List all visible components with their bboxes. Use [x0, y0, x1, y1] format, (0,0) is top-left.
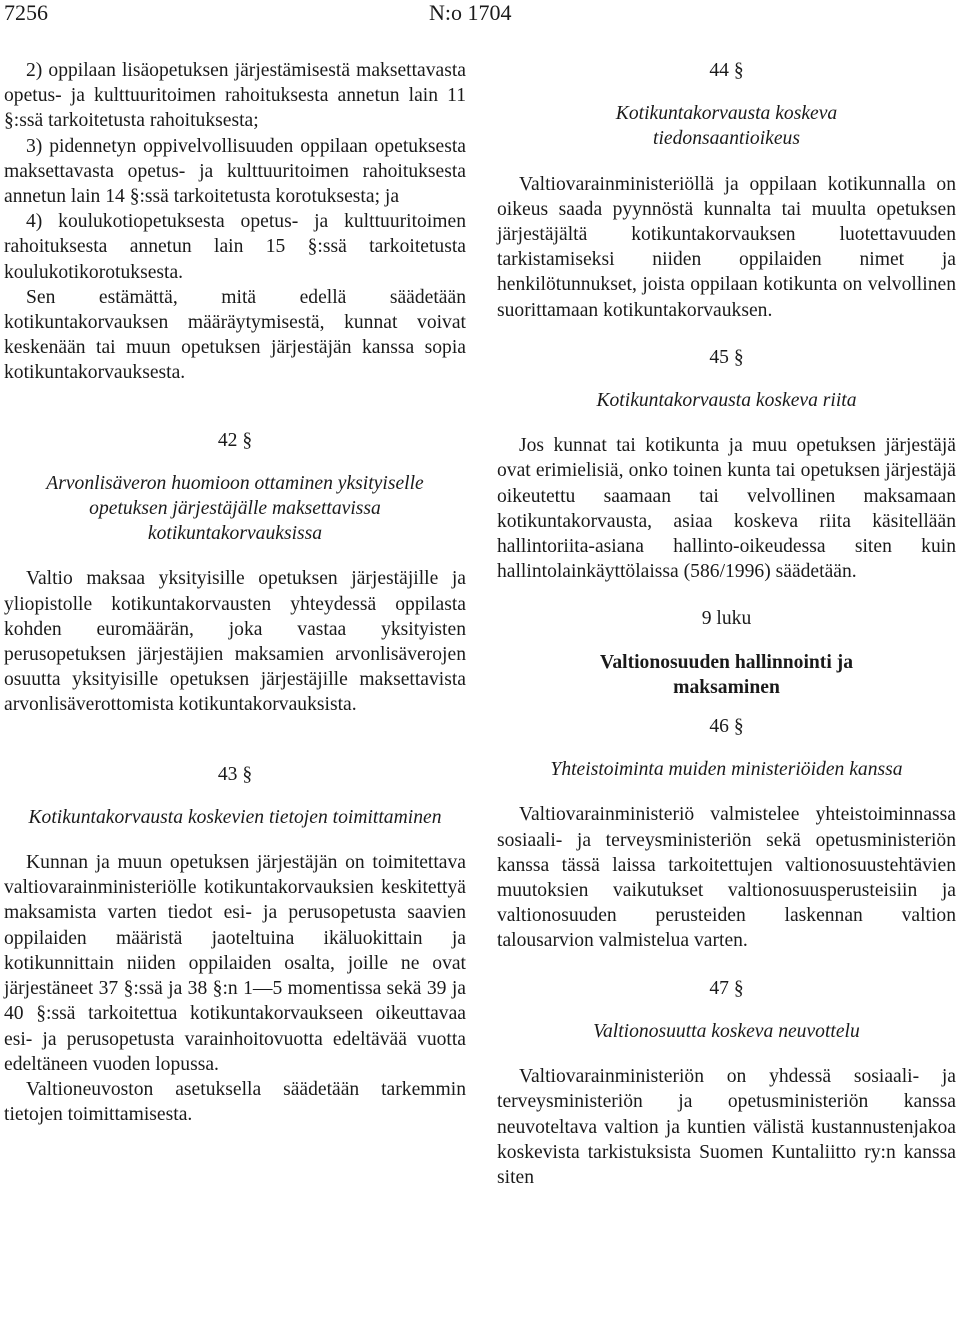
section-title: Kotikuntakorvausta koskeva tiedonsaantioikeus [615, 103, 838, 150]
list-item: 3) pidennetyn oppivelvollisuuden oppilaan opetuksesta maksettavasta opetus- ja kulttuuritoimen rahoituksesta annetun lain 14 §:ssä tarkoitetusta korotuksesta; ja [4, 135, 466, 208]
chapter-title: Valtionosuuden hallinnointi ja maksaminen [599, 651, 853, 698]
section-number: 42 § [217, 429, 253, 451]
list-item: 2) oppilaan lisäopetuksen järjestämisestä maksettavasta opetus- ja kulttuuritoimen rahoituksesta annetun lain 11 §:ssä tarkoitetusta rahoituksesta; [4, 60, 466, 132]
paragraph: Valtioneuvoston asetuksella säädetään tarkemmin tietojen toimittamisesta. [4, 1078, 466, 1126]
section-title: Kotikuntakorvausta koskeva riita [596, 390, 857, 412]
paragraph: Jos kunnat tai kotikunta ja muu opetuksen järjestäjä ovat erimielisiä, onko toinen kunta tai opetuksen järjestäjä oikeutettu saamaan tai velvollinen maksamaan kotikuntakorvausta, asiaa koskeva riita käsitellään hallintoriita-asiana hallinto-oikeudessa siten kuin hallintolainkäyttölaissa (586/1996) säädetään. [497, 435, 956, 583]
list-item: 4) koulukotiopetuksesta opetus- ja kulttuuritoimen rahoituksesta annetun lain 15 §:ssä tarkoitetusta koulukotikorotuksesta. [4, 211, 466, 283]
paragraph: Valtiovarainministeriöllä ja oppilaan kotikunnalla on oikeus saada pyynnöstä kunnalta tai muulta opetuksen järjestäjältä kotikuntakorvauksen luotettavuuden tarkistamiseksi niiden oppilaiden nimet ja henkilötunnukset, joista oppilaan kotikunta on velvollinen suorittamaan kotikuntakorvauksen. [497, 173, 956, 321]
paragraph: Valtiovarainministeriön on yhdessä sosiaali- ja terveysministeriön ja opetusministeriön kanssa neuvoteltava valtion ja kuntien välistä kustannustenjakoa koskevista tarkistuksista Suomen Kuntaliitto ry:n kanssa siten [497, 1066, 956, 1188]
section-number: 45 § [709, 346, 744, 368]
paragraph: Sen estämättä, mitä edellä säädetään kotikuntakorvauksen määräytymisestä, kunnat voivat keskenään tai muun opetuksen järjestäjän kanssa sopia kotikuntakorvauksesta. [4, 286, 466, 384]
section-title: Valtionosuutta koskeva neuvottelu [593, 1020, 860, 1042]
section-title: Yhteistoiminta muiden ministeriöiden kanssa [550, 759, 903, 781]
section-number: 46 § [709, 716, 744, 738]
section-number: 47 § [709, 977, 744, 999]
section-title: Arvonlisäveron huomioon ottaminen yksityiselle opetuksen järjestäjälle maksettavissa kotikuntakorvauksissa [46, 472, 424, 545]
section-number: 44 § [709, 60, 744, 81]
chapter-number: 9 luku [701, 608, 752, 630]
document-number: N:o 1704 [429, 0, 512, 25]
left-column [4, 58, 466, 1127]
section-title: Kotikuntakorvausta koskevien tietojen toimittaminen [28, 806, 442, 828]
paragraph: Kunnan ja muun opetuksen järjestäjän on toimitettava valtiovarainministeriölle kotikuntakorvauksien keskitettyä maksamista varten tiedot esi- ja perusopetusta saavien oppilaiden määristä jaoteltuina ikäluokittain ja kotikunnittain niiden oppilaiden osalta, joille ne ovat järjestäneet 37 §:ssä ja 38 §:n 1—5 momentissa sekä 39 ja 40 §:ssä tarkoitettua kotikuntakorvaukseen oikeuttavaa esi- ja perusopetusta varainhoitovuotta edeltävää vuotta edeltäneen vuoden lopussa. [4, 852, 466, 1075]
paragraph: Valtiovarainministeriö valmistelee yhteistoiminnassa sosiaali- ja terveysministeriön sekä opetusministeriön kanssa tässä laissa tarkoitettujen valtionosuustehtävien muutoksien vaikutukset valtionosuusperusteisiin ja valtionosuuden perusteiden laskennan valtion talousarvion valmistelua varten. [497, 804, 956, 952]
paragraph: Valtio maksaa yksityisille opetuksen järjestäjille ja yliopistolle kotikuntakorvausten yhteydessä oppilasta kohden euromäärän, joka vastaa yksityisten perusopetuksen järjestäjien maksamien arvonlisäverojen osuutta yksityisille opetuksen järjestäjille maksettavista arvonlisäverottomista kotikuntakorvauksista. [4, 568, 466, 716]
right-column [497, 58, 956, 1190]
page-number: 7256 [4, 0, 48, 25]
section-number: 43 § [217, 763, 253, 785]
page-header [0, 0, 960, 30]
